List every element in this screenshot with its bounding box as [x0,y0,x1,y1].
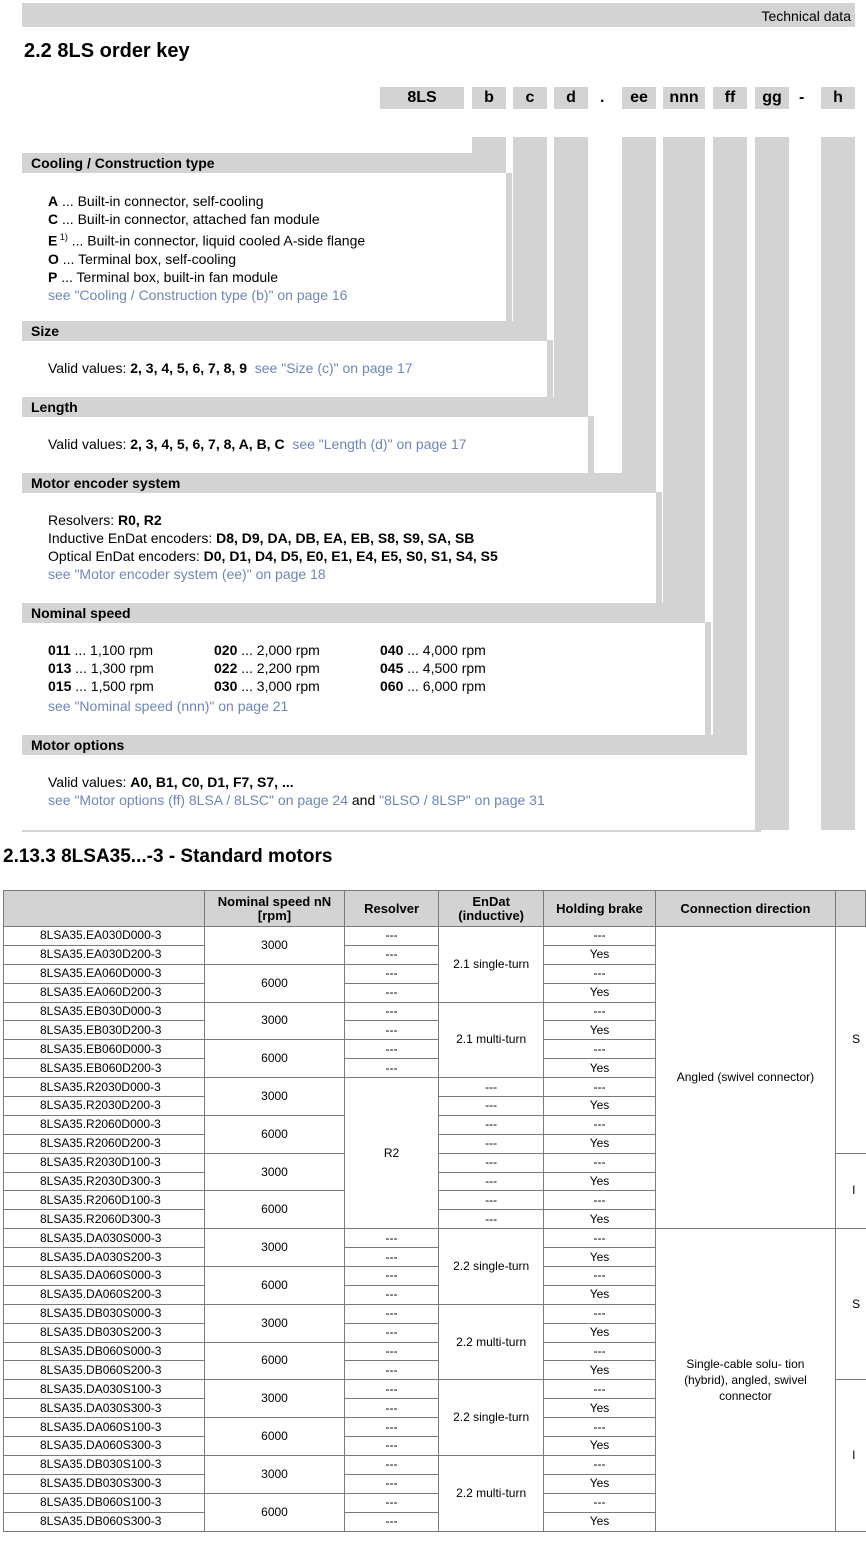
key-ee: ee [622,87,656,109]
speed-cell: 3000 [205,1455,345,1493]
model-cell: 8LSA35.EA030D000-3 [4,927,205,946]
connector-h [821,137,855,830]
values: D8, D9, DA, DB, EA, EB, S8, S9, SA, SB [216,530,475,546]
speed-cell: 3000 [205,1078,345,1116]
encoder-link[interactable]: see "Motor encoder system (ee)" on page 18 [48,566,326,582]
connector-nnn [663,137,705,603]
resolver-cell: --- [344,1021,438,1040]
page-header-bar [22,3,855,27]
key-ff: ff [713,87,747,109]
order-key-title: 2.2 8LS order key [24,40,190,62]
brake-cell: --- [544,1153,656,1172]
model-cell: 8LSA35.DB030S100-3 [4,1455,205,1474]
resolver-cell: --- [344,1493,438,1512]
speed-col-2 [214,641,320,695]
key-dash: - [799,89,805,106]
cutoff-cell: S [836,1229,866,1380]
length-values: 2, 3, 4, 5, 6, 7, 8, A, B, C [130,436,285,452]
motors-title: 2.13.3 8LSA35...-3 - Standard motors [3,846,333,867]
cutoff-cell: S [836,927,866,1154]
resolver-cell: --- [344,1399,438,1418]
endat-cell: --- [439,1172,544,1191]
col-cutoff-header [836,891,866,927]
brake-cell: Yes [544,1399,656,1418]
cooling-item-p [48,268,365,286]
desc: ... 4,500 rpm [403,660,486,676]
resolver-cell: --- [344,1285,438,1304]
resolver-cell: --- [344,1418,438,1437]
code: C [48,211,59,227]
cooling-link[interactable]: see "Cooling / Construction type (b)" on page 16 [48,286,348,303]
desc: ... Built-in connector, self-cooling [58,193,264,209]
model-cell: 8LSA35.DA060S100-3 [4,1418,205,1437]
brake-cell: --- [544,964,656,983]
model-cell: 8LSA35.DA060S000-3 [4,1267,205,1286]
col-endat-header: EnDat (inductive) [439,891,544,927]
model-cell: 8LSA35.EA030D200-3 [4,945,205,964]
brake-cell: --- [544,1455,656,1474]
endat-cell: --- [439,1134,544,1153]
speed-cell: 6000 [205,1191,345,1229]
brake-cell: Yes [544,1134,656,1153]
speed-heading: Nominal speed [22,603,705,623]
model-cell: 8LSA35.R2030D000-3 [4,1078,205,1097]
cooling-item-c [48,210,365,228]
endat-cell: --- [439,1115,544,1134]
model-cell: 8LSA35.DA060S300-3 [4,1437,205,1456]
code: O [48,250,59,267]
brake-cell: Yes [544,983,656,1002]
length-heading: Length [22,397,588,417]
model-cell: 8LSA35.DB060S300-3 [4,1512,205,1531]
brake-cell: --- [544,1078,656,1097]
model-cell: 8LSA35.DA030S100-3 [4,1380,205,1399]
resolver-cell: --- [344,1002,438,1021]
model-cell: 8LSA35.EB060D000-3 [4,1040,205,1059]
motors-table [3,890,866,1532]
key-8ls: 8LS [380,87,464,109]
col-resolver-header: Resolver [344,891,438,927]
desc: ... 1,500 rpm [71,678,154,694]
brake-cell: Yes [544,1059,656,1078]
col-brake-header: Holding brake [544,891,656,927]
resolver-cell: --- [344,1380,438,1399]
brake-cell: Yes [544,1323,656,1342]
brake-cell: --- [544,1380,656,1399]
length-prefix: Valid values: [48,436,131,452]
options-heading: Motor options [22,735,747,755]
brake-cell: --- [544,1191,656,1210]
options-values-line [48,773,545,791]
brake-cell: Yes [544,1474,656,1493]
model-cell: 8LSA35.EB030D000-3 [4,1002,205,1021]
speed-item [380,641,486,659]
model-cell: 8LSA35.R2030D100-3 [4,1153,205,1172]
cutoff-cell: I [836,1153,866,1229]
key-b: b [472,87,506,109]
encoder-line-resolvers [48,511,498,529]
speed-cell: 6000 [205,964,345,1002]
desc: ... 2,200 rpm [237,660,320,676]
cooling-item-a [48,192,365,210]
brake-cell: --- [544,1267,656,1286]
key-h: h [821,87,855,109]
endat-cell: --- [439,1210,544,1229]
model-cell: 8LSA35.DB060S200-3 [4,1361,205,1380]
resolver-cell: --- [344,927,438,946]
brake-cell: Yes [544,1021,656,1040]
resolver-cell: --- [344,1304,438,1323]
options-values: A0, B1, C0, D1, F7, S7, ... [130,774,294,790]
options-link-8lso[interactable]: "8LSO / 8LSP" on page 31 [379,792,545,808]
speed-cell: 6000 [205,1040,345,1078]
model-cell: 8LSA35.R2030D300-3 [4,1172,205,1191]
code: 022 [214,660,238,676]
speed-cell: 6000 [205,1493,345,1531]
speed-cell: 3000 [205,1304,345,1342]
endat-cell: 2.2 multi-turn [439,1304,544,1380]
footnote-mark: 1) [57,232,68,242]
resolver-cell: --- [344,964,438,983]
desc: ... 6,000 rpm [403,678,486,694]
model-cell: 8LSA35.DB060S100-3 [4,1493,205,1512]
cooling-heading: Cooling / Construction type [22,153,506,173]
label: Optical EnDat encoders: [48,548,204,564]
model-cell: 8LSA35.DA030S300-3 [4,1399,205,1418]
resolver-cell: --- [344,1437,438,1456]
label: Inductive EnDat encoders: [48,530,217,546]
brake-cell: Yes [544,1285,656,1304]
options-link-8lsa[interactable]: see "Motor options (ff) 8LSA / 8LSC" on page 24 [48,792,348,808]
speed-cell: 6000 [205,1418,345,1456]
model-cell: 8LSA35.DB030S300-3 [4,1474,205,1493]
resolver-cell: --- [344,1474,438,1493]
code: E [48,232,58,249]
model-cell: 8LSA35.EB030D200-3 [4,1021,205,1040]
speed-cell: 3000 [205,927,345,965]
endat-cell: --- [439,1191,544,1210]
brake-cell: --- [544,1002,656,1021]
resolver-cell: --- [344,1361,438,1380]
speed-item [214,659,320,677]
connection-cell: Angled (swivel connector) [655,927,835,1229]
speed-item [48,659,154,677]
code: A [48,193,59,209]
length-values-line [48,435,467,453]
brake-cell: --- [544,1342,656,1361]
size-heading: Size [22,321,547,341]
header-section-label: Technical data [761,8,851,24]
code: 045 [380,660,404,676]
brake-cell: --- [544,1304,656,1323]
connector-gg [755,137,789,830]
resolver-cell: --- [344,1229,438,1248]
model-cell: 8LSA35.R2060D300-3 [4,1210,205,1229]
model-cell: 8LSA35.DB030S000-3 [4,1304,205,1323]
speed-item [48,641,154,659]
connection-text: Single-cable solu- tion (hybrid), angled, swivel connector [684,1356,807,1403]
options-and: and [347,792,380,808]
code: 030 [214,678,238,694]
col-model-header [4,891,205,927]
options-links-line [48,791,545,809]
brake-cell: Yes [544,1172,656,1191]
speed-col-3 [380,641,486,695]
size-values-line [48,359,413,377]
brake-cell: Yes [544,1210,656,1229]
brake-cell: Yes [544,1361,656,1380]
length-link[interactable]: see "Length (d)" on page 17 [292,436,467,452]
cooling-item-e [48,228,365,250]
col-connection-header: Connection direction [655,891,835,927]
encoder-line-optical [48,547,498,565]
speed-cell: 6000 [205,1267,345,1305]
model-cell: 8LSA35.DA030S200-3 [4,1248,205,1267]
brake-cell: Yes [544,1512,656,1531]
model-cell: 8LSA35.DA030S000-3 [4,1229,205,1248]
code: 060 [380,678,404,694]
values: R0, R2 [118,512,162,528]
model-cell: 8LSA35.DA060S200-3 [4,1285,205,1304]
desc: ... Built-in connector, liquid cooled A-side flange [67,232,366,249]
speed-item [214,677,320,695]
brake-cell: Yes [544,1248,656,1267]
speed-item [380,659,486,677]
desc: ... Terminal box, self-cooling [58,250,237,267]
brake-cell: Yes [544,945,656,964]
code: 040 [380,642,404,658]
values: D0, D1, D4, D5, E0, E1, E4, E5, S0, S1, S4, S5 [203,548,498,564]
cooling-item-o [48,250,365,268]
resolver-cell: --- [344,1323,438,1342]
brake-cell: --- [544,1418,656,1437]
connector-ee [622,137,656,474]
speed-link[interactable]: see "Nominal speed (nnn)" on page 21 [48,698,289,714]
label: Resolvers: [48,512,119,528]
model-cell: 8LSA35.EB060D200-3 [4,1059,205,1078]
key-dot: . [600,89,605,106]
model-cell: 8LSA35.R2030D200-3 [4,1097,205,1116]
endat-cell: 2.1 multi-turn [439,1002,544,1078]
code: 011 [48,642,71,658]
speed-item [214,641,320,659]
speed-item [380,677,486,695]
brake-cell: --- [544,1493,656,1512]
model-cell: 8LSA35.EA060D200-3 [4,983,205,1002]
speed-cell: 3000 [205,1002,345,1040]
key-d: d [554,87,588,109]
speed-cell: 3000 [205,1229,345,1267]
table-row [4,1229,866,1248]
code: P [48,268,58,285]
resolver-cell: --- [344,1512,438,1531]
speed-cell: 3000 [205,1380,345,1418]
brake-cell: --- [544,1115,656,1134]
cooling-list [48,192,365,304]
options-prefix: Valid values: [48,774,131,790]
size-prefix: Valid values: [48,360,131,376]
encoder-line-inductive [48,529,498,547]
desc: ... 1,100 rpm [70,642,154,658]
cutoff-cell: I [836,1380,866,1531]
desc: ... 2,000 rpm [237,642,320,658]
endat-cell: 2.2 single-turn [439,1229,544,1305]
brake-cell: Yes [544,1097,656,1116]
model-cell: 8LSA35.R2060D000-3 [4,1115,205,1134]
size-link[interactable]: see "Size (c)" on page 17 [254,360,413,376]
speed-col-1 [48,641,154,695]
encoder-heading: Motor encoder system [22,473,656,493]
model-cell: 8LSA35.DB030S200-3 [4,1323,205,1342]
key-c: c [513,87,547,109]
resolver-cell: --- [344,1455,438,1474]
endat-cell: --- [439,1097,544,1116]
brake-cell: --- [544,927,656,946]
speed-cell: 3000 [205,1153,345,1191]
connection-cell [655,1229,835,1531]
col-speed-header: Nominal speed nN [rpm] [205,891,345,927]
resolver-cell: --- [344,1342,438,1361]
speed-cell: 6000 [205,1342,345,1380]
resolver-cell: --- [344,1267,438,1286]
desc: ... Built-in connector, attached fan module [58,211,320,227]
table-row [4,927,866,946]
endat-cell: 2.2 multi-turn [439,1455,544,1531]
connector-b [472,137,506,153]
brake-cell: --- [544,1040,656,1059]
resolver-cell: --- [344,1059,438,1078]
code: 020 [214,642,238,658]
desc: ... 1,300 rpm [71,660,154,676]
brake-cell: Yes [544,1437,656,1456]
connector-d [554,137,588,398]
encoder-list [48,511,498,583]
model-cell: 8LSA35.R2060D200-3 [4,1134,205,1153]
resolver-cell: --- [344,1248,438,1267]
endat-cell: 2.2 single-turn [439,1380,544,1456]
connector-c [513,137,547,321]
options-text [48,773,545,809]
model-cell: 8LSA35.EA060D000-3 [4,964,205,983]
resolver-cell: --- [344,983,438,1002]
key-nnn: nnn [663,87,705,109]
desc: ... Terminal box, built-in fan module [57,268,279,285]
model-cell: 8LSA35.R2060D100-3 [4,1191,205,1210]
resolver-cell: --- [344,1040,438,1059]
code: 013 [48,660,72,676]
desc: ... 3,000 rpm [237,678,320,694]
key-gg: gg [755,87,789,109]
model-cell: 8LSA35.DB060S000-3 [4,1342,205,1361]
endat-cell: --- [439,1078,544,1097]
resolver-cell: --- [344,945,438,964]
endat-cell: --- [439,1153,544,1172]
endat-cell: 2.1 single-turn [439,927,544,1003]
table-header-row [4,891,866,927]
resolver-cell: R2 [344,1078,438,1229]
speed-cell: 6000 [205,1115,345,1153]
connector-ff [713,137,747,735]
brake-cell: --- [544,1229,656,1248]
size-values: 2, 3, 4, 5, 6, 7, 8, 9 [130,360,247,376]
desc: ... 4,000 rpm [403,642,486,658]
code: 015 [48,678,72,694]
speed-item [48,677,154,695]
